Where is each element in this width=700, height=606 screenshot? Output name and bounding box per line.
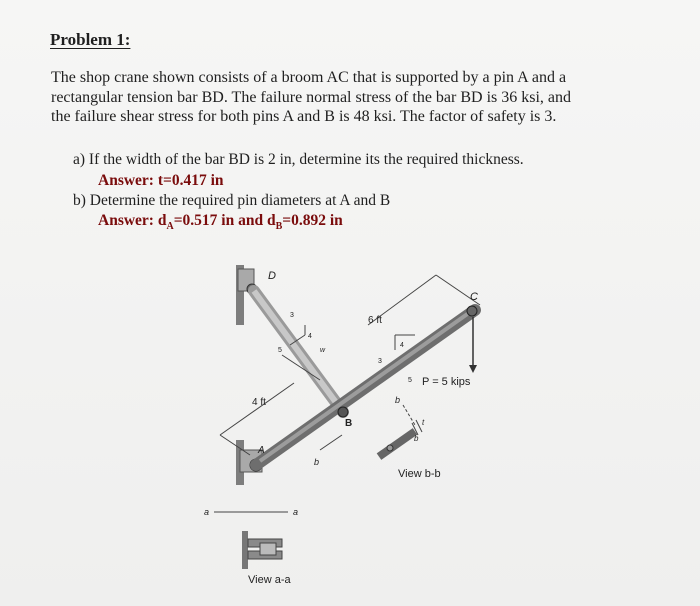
part-b-answer-mid: =0.517 in and d: [173, 212, 276, 229]
slope-5-boom: 5: [408, 377, 412, 384]
section-b-mark-1: b: [395, 395, 401, 405]
label-c: C: [470, 291, 478, 303]
tension-bar-bd: [254, 291, 343, 412]
slope-4-bd: 4: [308, 333, 312, 340]
part-a-question: a) If the width of the bar BD is 2 in, determine its the required thickness.: [73, 151, 524, 168]
statement-line-2: rectangular tension bar BD. The failure normal stress of the bar BD is 36 ksi, and: [51, 88, 572, 106]
slope-5-bd: 5: [278, 347, 282, 354]
part-b-answer-prefix: Answer: d: [98, 212, 167, 229]
crane-diagram: [190, 255, 510, 595]
section-view-aa: [214, 512, 288, 569]
slope-3-boom: 3: [378, 358, 382, 365]
part-b-answer-suffix: =0.892 in: [282, 212, 343, 229]
slope-4-boom: 4: [400, 342, 404, 349]
dim-4ft: 4 ft: [252, 397, 266, 408]
part-a-answer: Answer: t=0.417 in: [98, 172, 224, 189]
section-a-left: a: [204, 507, 210, 517]
problem-heading: Problem 1:: [50, 30, 131, 49]
w-label: w: [320, 347, 326, 354]
problem-statement: [51, 68, 651, 127]
view-aa-caption: View a-a: [248, 574, 291, 586]
slope-3-bd: 3: [290, 312, 294, 319]
statement-line-3: the failure shear stress for both pins A and B is 48 ksi. The factor of safety is 3.: [51, 108, 557, 125]
dim-6ft: 6 ft: [368, 315, 382, 326]
view-bb-caption: View b-b: [398, 468, 441, 480]
subscript-b: B: [275, 221, 283, 233]
label-b: B: [345, 418, 353, 429]
label-d: D: [268, 270, 276, 282]
t-label: t: [422, 418, 425, 427]
part-b-question: b) Determine the required pin diameters at A and B: [73, 192, 391, 209]
section-view-bb: [377, 405, 422, 460]
subscript-a: A: [166, 221, 174, 233]
load-label: P = 5 kips: [422, 376, 471, 388]
section-a-right: a: [293, 507, 299, 517]
section-b-mark-3: b: [414, 434, 419, 443]
part-b-answer: [98, 212, 343, 232]
section-b-mark-2: b: [314, 457, 320, 467]
label-a: A: [258, 445, 265, 456]
load-arrow: [469, 317, 477, 373]
statement-line-1: The shop crane shown consists of a broom AC that is supported by a pin A and a: [51, 69, 567, 86]
shop-crane-figure: [190, 255, 510, 595]
